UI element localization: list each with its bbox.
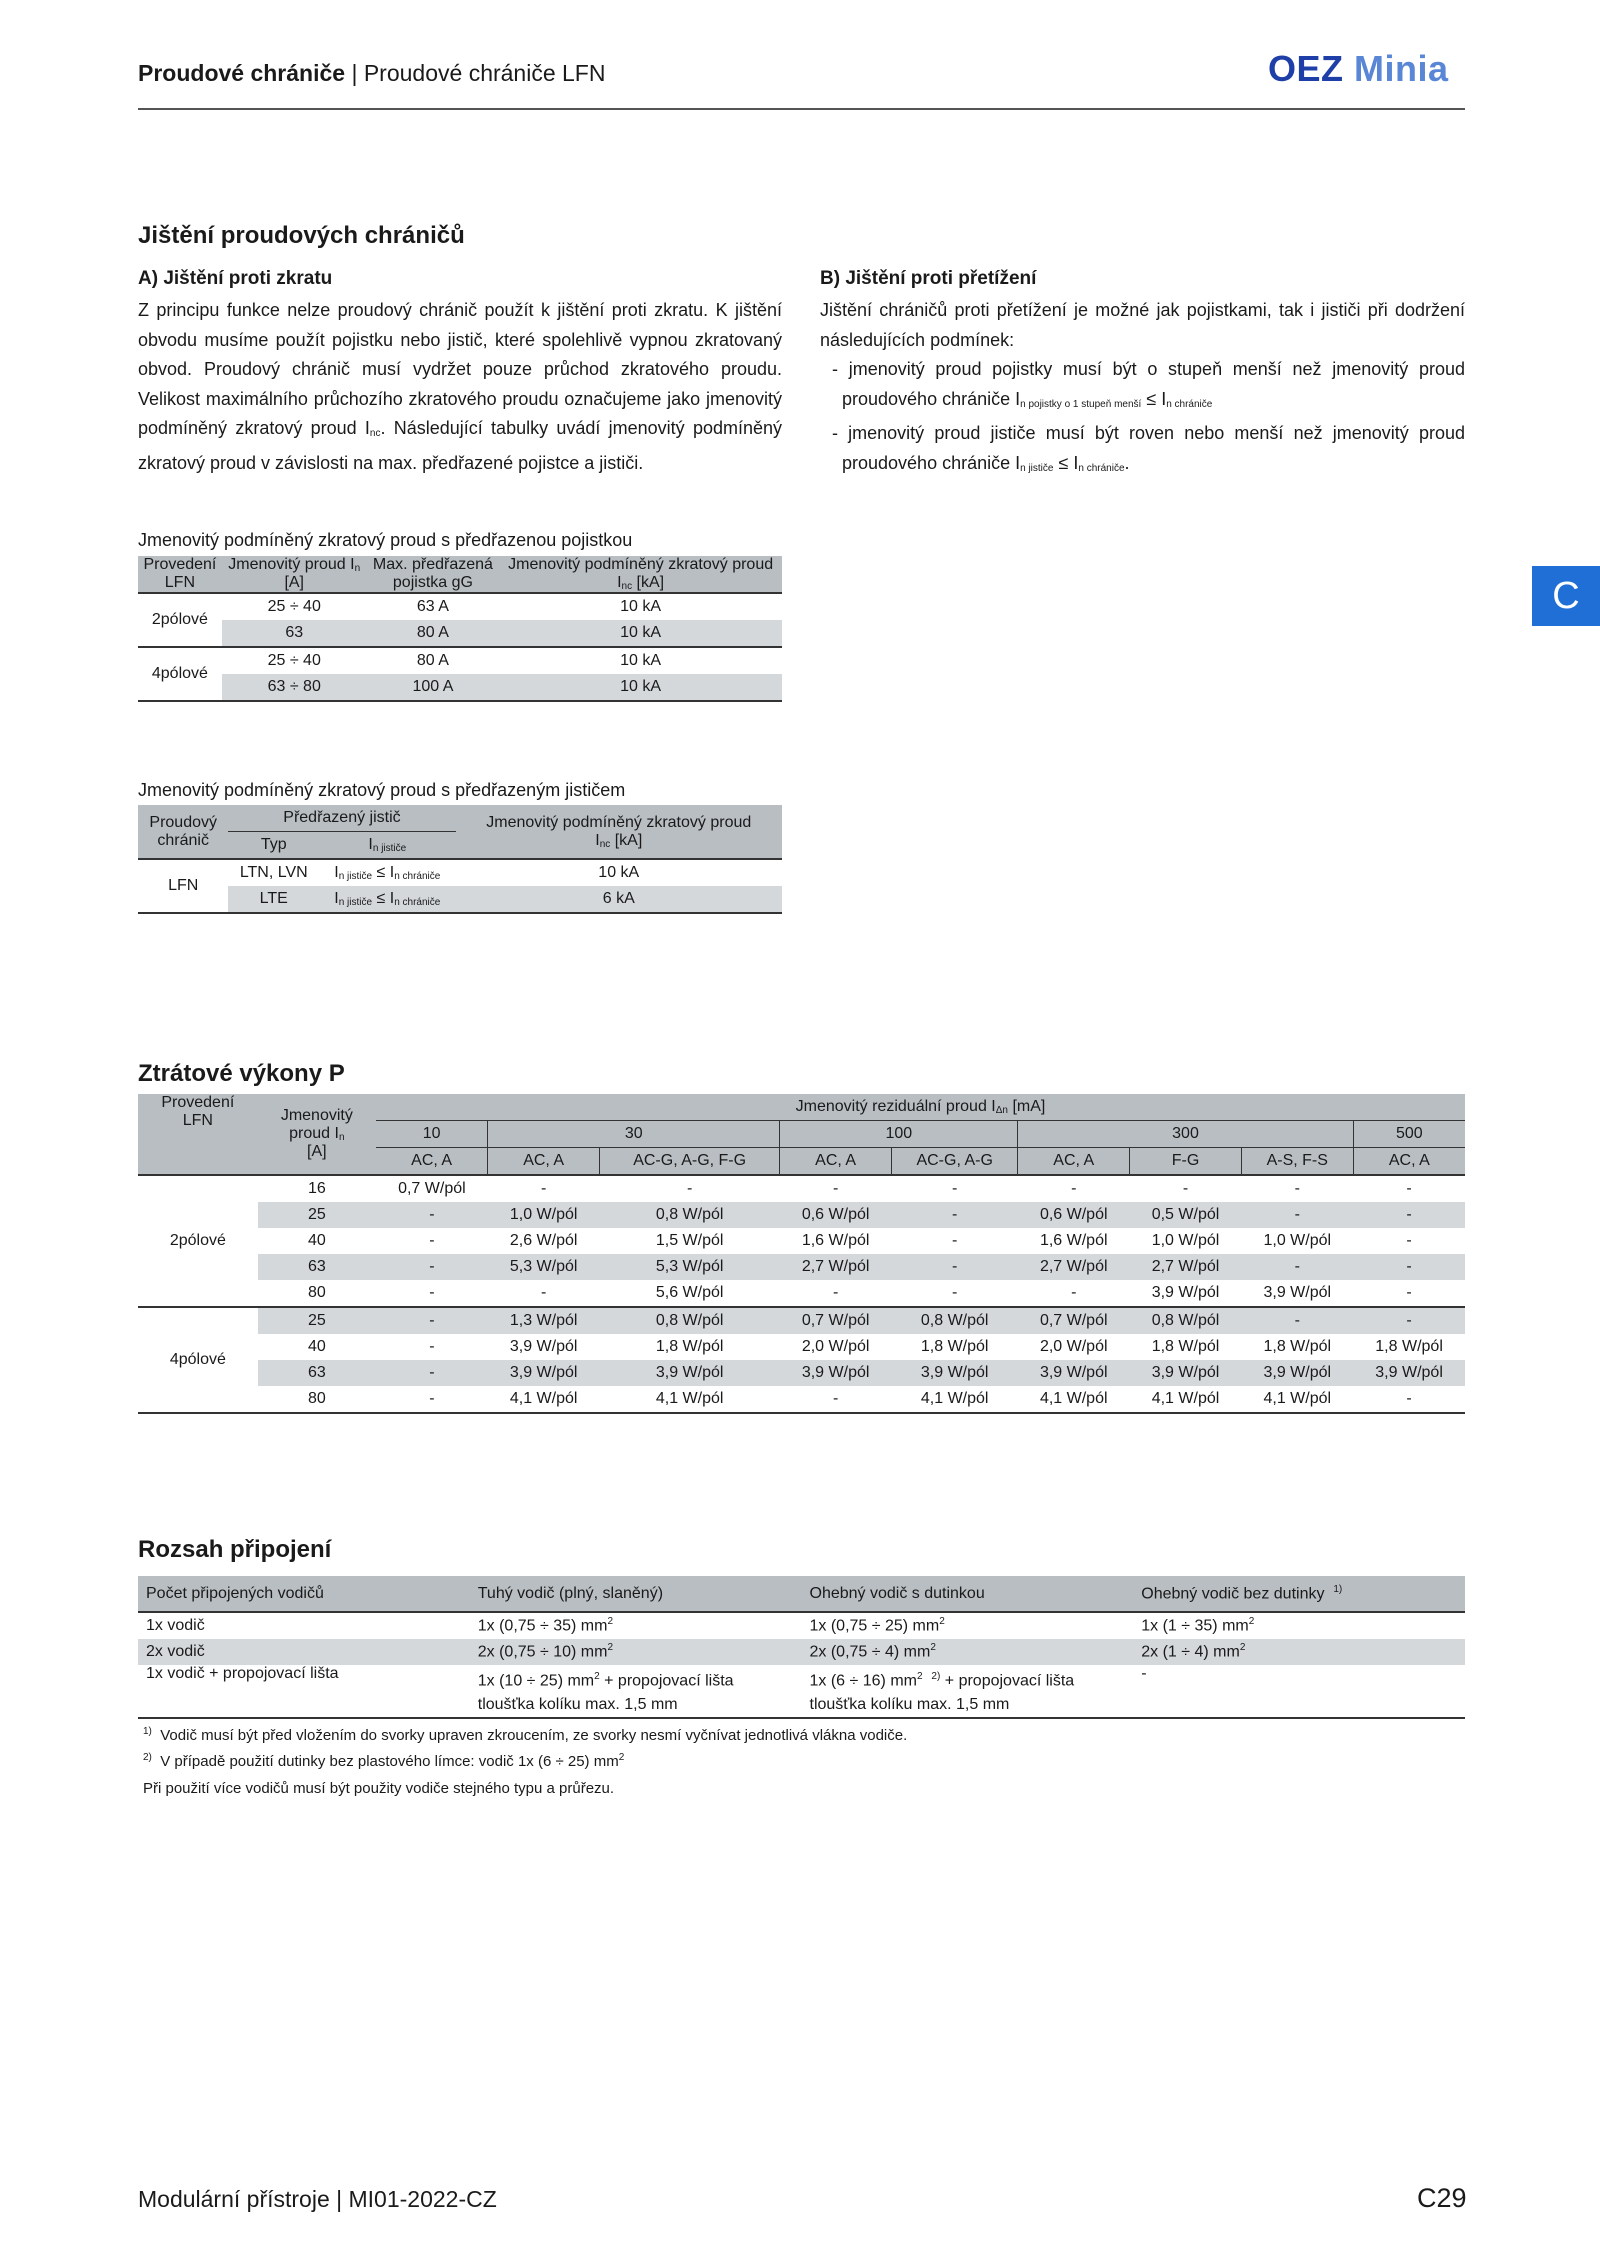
table-row: 1x vodič 1x (0,75 ÷ 35) $mm^2$ 1x (0,75 ÷ 25) $mm^2$ 1x (1 ÷ 35) $mm^2$ bbox=[138, 1612, 1465, 1639]
footnote-1: $^{1)}$ Vodič musí být před vložením do svorky upraven zkroucením, ze svorky nesmí vyčnívat jednotlivá vlákna vodiče. bbox=[143, 1726, 908, 1744]
t1-h-variant: Provedení LFN bbox=[143, 556, 217, 591]
header-title: Proudové chrániče | Proudové chrániče LFN bbox=[138, 60, 606, 86]
table-row: 80 - - 5,6 W/pól - - - 3,9 W/pól 3,9 W/pól - bbox=[138, 1280, 1465, 1307]
paragraph-short-circuit: Z principu funkce nelze proudový chránič použít k jištění proti zkratu. K jištění obvodu musíme použít pojistku nebo jistič, které spolehlivě vypnou zkratovaný obvod. Proudový chránič musí vydržet pouze průchod zkratového proudu. Velikost maximálního průchozího zkratového proudu označujeme jako jmenovitý podmíněný zkratový proud $I_{nc}$. Následující tabulky uvádí jmenovitý podmíněný zkratový proud v závislosti na max. předřazené pojistce a jističi. bbox=[138, 300, 783, 473]
table-row: 63 ÷ 80 100 A 10 kA bbox=[138, 674, 782, 701]
t1-h-current: Jmenovitý proud $I_n$ [A] bbox=[228, 556, 361, 591]
table-row: 4pólové 25 ÷ 40 80 A 10 kA bbox=[138, 647, 782, 674]
table-row: LTE $I_{n jističe} \le I_{n chrániče}$ 6 kA bbox=[138, 886, 782, 913]
overload-condition-1: - jmenovitý proud pojistky musí být o stupeň menší než jmenovitý proud proudového chrániče $I_{n pojistky o 1 stupeň menší} \le I_{n chrániče}$ bbox=[832, 359, 1465, 410]
header-divider bbox=[138, 108, 1465, 110]
t2-h-type: Typ bbox=[260, 836, 287, 853]
t3-h-variant: Provedení LFN bbox=[161, 1094, 235, 1129]
t2-h-inc: Jmenovitý podmíněný zkratový proud $I_{nc}$ [kA] bbox=[486, 813, 752, 850]
overload-condition-2: - jmenovitý proud jističe musí být roven nebo menší než jmenovitý proud proudového chrániče $I_{n jističe} \le I_{n chrániče}$. bbox=[832, 423, 1465, 474]
table-row: 40 - 3,9 W/pól 1,8 W/pól 2,0 W/pól 1,8 W/pól 2,0 W/pól 1,8 W/pól 1,8 W/pól 1,8 W/pól bbox=[138, 1334, 1465, 1360]
table-row: 63 80 A 10 kA bbox=[138, 620, 782, 647]
breaker-short-circuit-table bbox=[138, 805, 782, 914]
t2-h-in: $I_{n jističe}$ bbox=[368, 836, 407, 854]
table2-caption: Jmenovitý podmíněný zkratový proud s předřazeným jističem bbox=[138, 780, 626, 800]
heading-overload: B) Jištění proti přetížení bbox=[820, 268, 1037, 289]
t2-h-breaker: Předřazený jistič bbox=[228, 805, 455, 832]
page-number: C29 bbox=[1417, 2183, 1467, 2213]
table-row: 40 - 2,6 W/pól 1,5 W/pól 1,6 W/pól - 1,6 W/pól 1,0 W/pól 1,0 W/pól - bbox=[138, 1228, 1465, 1254]
table-row: 1x vodič + propojovací lišta 1x (10 ÷ 25) $mm^2$ + propojovací lišta tloušťka kolíku max. 1,5 mm 1x (6 ÷ 16) $mm^2$ $^{2)}$ + propojovací lišta tloušťka kolíku max. 1,5 mm - bbox=[138, 1665, 1465, 1718]
power-loss-title: Ztrátové výkony P bbox=[138, 1060, 345, 1087]
table1-caption: Jmenovitý podmíněný zkratový proud s předřazenou pojistkou bbox=[138, 530, 633, 550]
t1-h-fuse: Max. předřazená pojistka gG bbox=[372, 556, 493, 591]
connection-range-table: Počet připojených vodičů Tuhý vodič (plný, slaněný) Ohebný vodič s dutinkou Ohebný vodič bez dutinky $^{1)}$ 1x vodič 1x (0,75 ÷ 35) $mm^2$ 1x (0,75 ÷ 25) $mm^2$ 1x (1 ÷ 35) $mm^2$ 2x vodič 2x (0,75 ÷ 10) $mm^2$ 2x (0,75 ÷ 4) $mm^2$ 2x (1 ÷ 4) $mm^2$ 1x vodič + propojovací lišta 1x (10 ÷ 25) $mm^2$ + propojovací lišta tloušťka kolíku max. 1,5 mm 1x (6 ÷ 16) $mm^2$ $^{2)}$ + propojovací lišta tloušťka kolíku max. 1,5 mm - bbox=[138, 1576, 1465, 1719]
paragraph-overload: Jištění chráničů proti přetížení je možné jak pojistkami, tak i jističi při dodržení následujících podmínek: - jmenovitý proud pojistky musí být o stupeň menší než jmenovitý proud proudového chrániče $I_{n pojistky o 1 stupeň menší} \le I_{n chrániče}$ - jmenovitý proud jističe musí být roven nebo menší než jmenovitý proud proudového chrániče $I_{n jističe} \le I_{n chrániče}$. bbox=[820, 296, 1465, 483]
t1-h-inc: Jmenovitý podmíněný zkratový proud $I_{nc}$ [kA] bbox=[508, 556, 774, 592]
table-row: 4pólové 25 - 1,3 W/pól 0,8 W/pól 0,7 W/pól 0,8 W/pól 0,7 W/pól 0,8 W/pól - - bbox=[138, 1307, 1465, 1334]
oez-minia-logo: OEZ Minia bbox=[1268, 48, 1449, 89]
chapter-tab[interactable]: C bbox=[1532, 566, 1600, 626]
connection-range-title: Rozsah připojení bbox=[138, 1536, 332, 1563]
section-title-protection: Jištění proudových chráničů bbox=[138, 222, 465, 249]
heading-short-circuit: A) Jištění proti zkratu bbox=[138, 268, 333, 289]
table-row: 2x vodič 2x (0,75 ÷ 10) $mm^2$ 2x (0,75 ÷ 4) $mm^2$ 2x (1 ÷ 4) $mm^2$ bbox=[138, 1639, 1465, 1665]
footer-catalog: Modulární přístroje | MI01-2022-CZ bbox=[138, 2186, 497, 2212]
table-row: LFN LTN, LVN $I_{n jističe} \le I_{n chrániče}$ 10 kA bbox=[138, 859, 782, 886]
table-row: 2pólové 25 ÷ 40 63 A 10 kA bbox=[138, 593, 782, 620]
table-row: 63 - 3,9 W/pól 3,9 W/pól 3,9 W/pól 3,9 W/pól 3,9 W/pól 3,9 W/pól 3,9 W/pól 3,9 W/pól bbox=[138, 1360, 1465, 1386]
footnote-2: $^{2)}$ V případě použití dutinky bez plastového límce: vodič 1x (6 ÷ 25) $mm^2$ bbox=[143, 1752, 625, 1770]
fuse-short-circuit-table bbox=[138, 556, 782, 702]
table-row: 25 - 1,0 W/pól 0,8 W/pól 0,6 W/pól - 0,6 W/pól 0,5 W/pól - - bbox=[138, 1202, 1465, 1228]
table-row: 63 - 5,3 W/pól 5,3 W/pól 2,7 W/pól - 2,7 W/pól 2,7 W/pól - - bbox=[138, 1254, 1465, 1280]
power-loss-table: Provedení LFN Jmenovitý proud $I_n$ [A] Jmenovitý reziduální proud $I_{\Delta n}$ [mA] 10 30 100 300 500 AC, A AC, A AC-G, A-G, F-G AC, A AC-G, A-G AC, A F-G A-S, F-S AC, A 2pólové 16 0,7 W/pól - - - - - - - - 25 - 1,0 W/pól 0,8 W/pól 0,6 W/pól - 0,6 W/pól 0,5 W/pól - - 40 - 2,6 W/pól 1,5 W/pól 1,6 W/pól - 1,6 W/pól 1,0 W/pól 1,0 W/pól - 63 - 5,3 W/pól 5,3 W/pól 2,7 W/pól - 2,7 W/pól 2,7 W/pól - - 80 - - 5,6 W/pól - - - 3,9 W/pól 3,9 W/pól - 4pólové 25 - 1,3 W/pól 0,8 W/pól 0,7 W/pól 0,8 W/pól 0,7 W/pól 0,8 W/pól - - 40 - 3,9 W/pól 1,8 W/pól 2,0 W/pól 1,8 W/pól 2,0 W/pól 1,8 W/pól 1,8 W/pól 1,8 W/pól 63 - 3,9 W/pól 3,9 W/pól 3,9 W/pól 3,9 W/pól 3,9 W/pól 3,9 W/pól 3,9 W/pól 3,9 W/pól 80 - 4,1 W/pól 4,1 W/pól - 4,1 W/pól 4,1 W/pól 4,1 W/pól 4,1 W/pól - bbox=[138, 1094, 1465, 1414]
t3-h-residual: Jmenovitý reziduální proud $I_{\Delta n}$ [mA] bbox=[376, 1094, 1465, 1121]
footnote-3: Při použití více vodičů musí být použity vodiče stejného typu a průřezu. bbox=[143, 1780, 615, 1797]
table-row: 80 - 4,1 W/pól 4,1 W/pól - 4,1 W/pól 4,1 W/pól 4,1 W/pól 4,1 W/pól - bbox=[138, 1386, 1465, 1413]
t3-h-current: Jmenovitý proud $I_n$ [A] bbox=[280, 1107, 353, 1160]
t2-h-rcd: Proudový chránič bbox=[149, 813, 217, 849]
table-row: 2pólové 16 0,7 W/pól - - - - - - - - bbox=[138, 1175, 1465, 1202]
